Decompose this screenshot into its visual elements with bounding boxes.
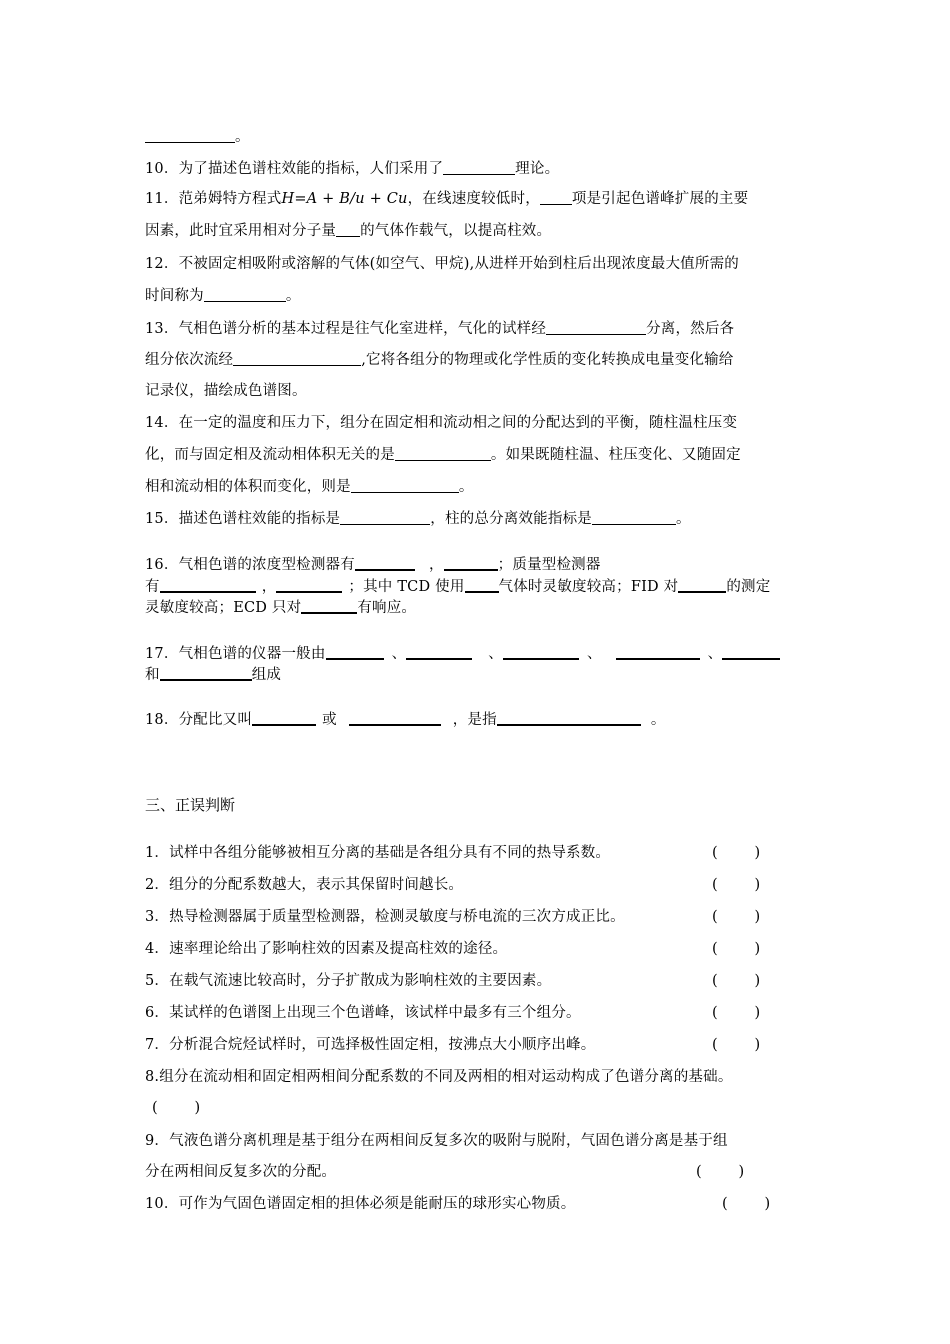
judge-item-6: 6．某试样的色谱图上出现三个色谱峰，该试样中最多有三个组分。 — [145, 1005, 581, 1021]
blank — [340, 510, 430, 525]
blank — [443, 160, 515, 175]
blank — [252, 710, 316, 726]
blank — [160, 577, 256, 593]
blank — [204, 287, 286, 302]
question-14-line-2: 化，而与固定相及流动相体积无关的是 。如果既随柱温、柱压变化、又随固定 — [145, 447, 741, 463]
answer-parentheses: ( ) — [152, 1100, 201, 1116]
blank — [349, 710, 441, 726]
answer-parentheses: ( ) — [712, 1037, 761, 1053]
blank — [497, 710, 641, 726]
question-13-line-3: 记录仪，描绘成色谱图。 — [145, 383, 307, 399]
answer-parentheses: ( ) — [712, 909, 761, 925]
question-10: 10．为了描述色谱柱效能的指标，人们采用了 理论。 — [145, 161, 560, 177]
blank — [444, 555, 498, 571]
blank — [722, 644, 780, 660]
answer-parentheses: ( ) — [712, 877, 761, 893]
blank — [326, 644, 384, 660]
blank — [351, 478, 459, 493]
blank — [503, 644, 579, 660]
question-16-line-3: 灵敏度较高；ECD 只对 有响应。 — [145, 600, 417, 616]
blank — [160, 665, 252, 681]
question-13-line-2: 组分依次流经 ,它将各组分的物理或化学性质的变化转换成电量变化输给 — [145, 352, 734, 368]
question-12-line-1: 12．不被固定相吸附或溶解的气体(如空气、甲烷),从进样开始到柱后出现浓度最大值所需的 — [145, 256, 739, 272]
judge-item-10: 10．可作为气固色谱固定相的担体必须是能耐压的球形实心物质。 — [145, 1196, 576, 1212]
van-deemter-formula: H=A + B/u + Cu — [281, 191, 408, 207]
question-12-line-2: 时间称为 。 — [145, 288, 301, 304]
blank — [678, 577, 726, 593]
blank — [465, 577, 499, 593]
judge-item-9-line-1: 9．气液色谱分离机理是基于组分在两相间反复多次的吸附与脱附，气固色谱分离是基于组 — [145, 1133, 728, 1149]
judge-item-4: 4．速率理论给出了影响柱效的因素及提高柱效的途径。 — [145, 941, 508, 957]
answer-parentheses: ( ) — [712, 973, 761, 989]
blank — [355, 555, 415, 571]
judge-item-1: 1．试样中各组分能够被相互分离的基础是各组分具有不同的热导系数。 — [145, 845, 611, 861]
blank — [546, 320, 646, 335]
question-17-line-2: 和 组成 — [145, 667, 282, 683]
blank — [336, 222, 360, 237]
blank — [540, 190, 572, 205]
question-18: 18．分配比又叫 或 ，是指 。 — [145, 712, 666, 728]
blank — [301, 598, 357, 614]
question-17-line-1: 17．气相色谱的仪器一般由 、 、 、 、 — [145, 644, 780, 663]
answer-parentheses: ( ) — [712, 941, 761, 957]
blank — [145, 128, 235, 143]
question-14-line-3: 相和流动相的体积而变化，则是 。 — [145, 479, 474, 495]
judge-item-2: 2．组分的分配系数越大，表示其保留时间越长。 — [145, 877, 464, 893]
question-16-line-1: 16．气相色谱的浓度型检测器有 ， ；质量型检测器 — [145, 557, 601, 573]
blank — [233, 351, 361, 366]
section-title: 三、正误判断 — [145, 796, 236, 814]
blank — [616, 644, 700, 660]
answer-parentheses: ( ) — [712, 1005, 761, 1021]
judge-item-5: 5．在载气流速比较高时，分子扩散成为影响柱效的主要因素。 — [145, 973, 552, 989]
judge-item-3: 3．热导检测器属于质量型检测器，检测灵敏度与桥电流的三次方成正比。 — [145, 909, 625, 925]
question-11-line-2: 因素，此时宜采用相对分子量 的气体作载气，以提高柱效。 — [145, 223, 552, 239]
answer-parentheses: ( ) — [722, 1196, 771, 1212]
question-14-line-1: 14．在一定的温度和压力下，组分在固定相和流动相之间的分配达到的平衡，随柱温柱压变 — [145, 415, 738, 431]
question-13-line-1: 13．气相色谱分析的基本过程是往气化室进样，气化的试样经 分离，然后各 — [145, 321, 735, 337]
question-16-line-2: 有 ， ；其中 TCD 使用 气体时灵敏度较高；FID 对 的测定 — [145, 579, 771, 595]
question-15: 15．描述色谱柱效能的指标是 ，柱的总分离效能指标是 。 — [145, 511, 691, 527]
q9-tail: 。 — [145, 128, 250, 146]
judge-item-8: 8.组分在流动相和固定相两相间分配系数的不同及两相的相对运动构成了色谱分离的基础。 — [145, 1069, 733, 1085]
blank — [395, 446, 491, 461]
judge-item-7: 7．分析混合烷烃试样时，可选择极性固定相，按沸点大小顺序出峰。 — [145, 1037, 596, 1053]
judge-item-9-line-2: 分在两相间反复多次的分配。 — [145, 1164, 337, 1180]
blank — [406, 644, 472, 660]
blank — [592, 510, 676, 525]
blank — [276, 577, 342, 593]
answer-parentheses: ( ) — [712, 845, 761, 861]
question-11-line-1: 11．范弟姆特方程式H=A + B/u + Cu，在线速度较低时， 项是引起色谱峰扩展的主要 — [145, 191, 749, 207]
answer-parentheses: ( ) — [696, 1164, 745, 1180]
